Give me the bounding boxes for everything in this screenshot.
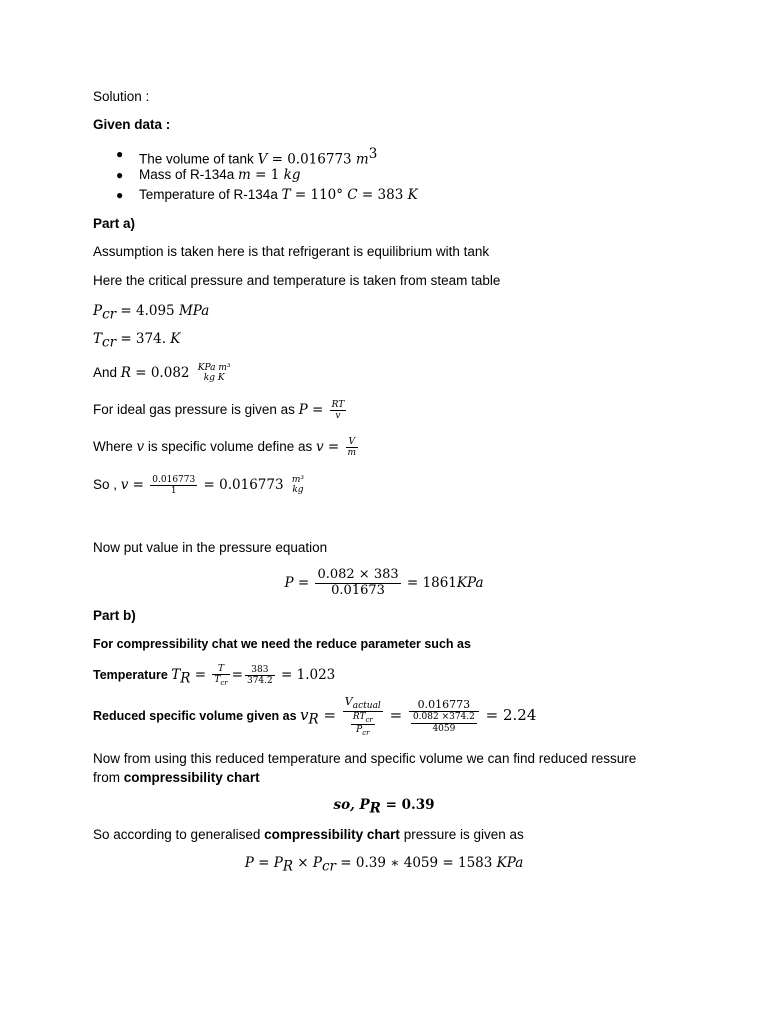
pressure-equation: P = $\frac{0.082 \times 383}{0.01673}$ = 1861KPa [284,567,484,598]
pressure-fraction: $\frac{0.082 \times 383}{0.01673}$ [317,567,399,598]
reduced-pressure-result: so, $P_R = 0.39$ [333,797,435,817]
bullet-icon: ● [116,188,124,202]
bullet-icon: ● [116,168,124,182]
reduced-volume-equation: Reduced specific volume given as $v_R$ = $\frac{V_{actual}}{\frac{RT_{cr}}{P_{cr}}}$ = $\frac{0.016773}{\frac{0.082 \times 374.2}{4059}}$ = 2.24 [93,694,537,737]
given-item-volume: The volume of tank V = 0.016773 $m^3$ [139,146,378,168]
specific-volume-definition: Where v is specific volume define as v = $\frac{V}{m}$ [93,436,357,458]
specific-volume-value-fraction: $\frac{0.016773}{1}$ [152,474,196,496]
critical-intro-text: Here the critical pressure and temperature is taken from steam table [93,273,501,288]
put-value-text: Now put value in the pressure equation [93,540,328,555]
critical-pressure-equation: $P_{cr} = 4.095$ MPa [93,303,210,323]
reduced-volume-value-inner-fraction: $\frac{0.082 \times 374.2}{4059}$ [412,712,475,734]
bullet-icon: ● [116,147,124,161]
part-a-heading: Part a) [93,216,136,231]
reduced-volume-fraction: $\frac{V_{actual}}{\frac{RT_{cr}}{P_{cr}}}$ [344,694,381,737]
reduced-temperature-equation: Temperature $T_R$ = $\frac{T}{T_{cr}}$ = $\frac{383}{374.2}$ = 1.023 [93,663,336,687]
final-pressure-equation: $P = P_R \times P_{cr} = 0.39$ ∗ 4059 = 1583 KPa [244,855,524,875]
gas-constant-equation: And R = 0.082 KPa m³ kg K [93,363,231,384]
specific-volume-unit-fraction: m³ kg [291,475,305,496]
given-data-heading: Given data : [93,117,171,132]
critical-temperature-equation: $T_{cr} = 374$. K [93,331,181,351]
specific-volume-fraction: $\frac{V}{m}$ [347,436,357,458]
assumption-text: Assumption is taken here is that refrigerant is equilibrium with tank [93,244,490,259]
ideal-gas-equation: For ideal gas pressure is given as P = $\frac{RT}{v}$ [93,399,345,421]
reduced-volume-value-fraction: $\frac{0.016773}{\frac{0.082 \times 374.2}{4059}}$ [409,699,479,734]
part-b-heading: Part b) [93,608,136,623]
reduce-intro-text: For compressibility chat we need the reduce parameter such as [93,637,471,651]
according-text: So according to generalised compressibility chart pressure is given as [93,827,524,842]
given-item-mass: Mass of R-134a m = 1 kg [139,167,301,183]
ideal-gas-fraction: $\frac{RT}{v}$ [331,399,345,421]
reduced-temperature-value-fraction: $\frac{383}{374.2}$ [246,664,273,686]
reduced-volume-inner-fraction: $\frac{RT_{cr}}{P_{cr}}$ [352,712,373,737]
specific-volume-value: So , v = $\frac{0.016773}{1}$ = 0.016773 m³ kg [93,474,305,496]
from-chart-text: from compressibility chart [93,770,260,785]
gas-constant-unit-fraction: KPa m³ kg K [197,363,231,384]
solution-label: Solution : [93,89,150,104]
now-from-text: Now from using this reduced temperature and specific volume we can find reduced ressure [93,751,637,766]
given-item-temperature: Temperature of R-134a T = 110° C = 383 K [139,187,418,203]
reduced-temperature-fraction: $\frac{T}{T_{cr}}$ [214,663,228,687]
